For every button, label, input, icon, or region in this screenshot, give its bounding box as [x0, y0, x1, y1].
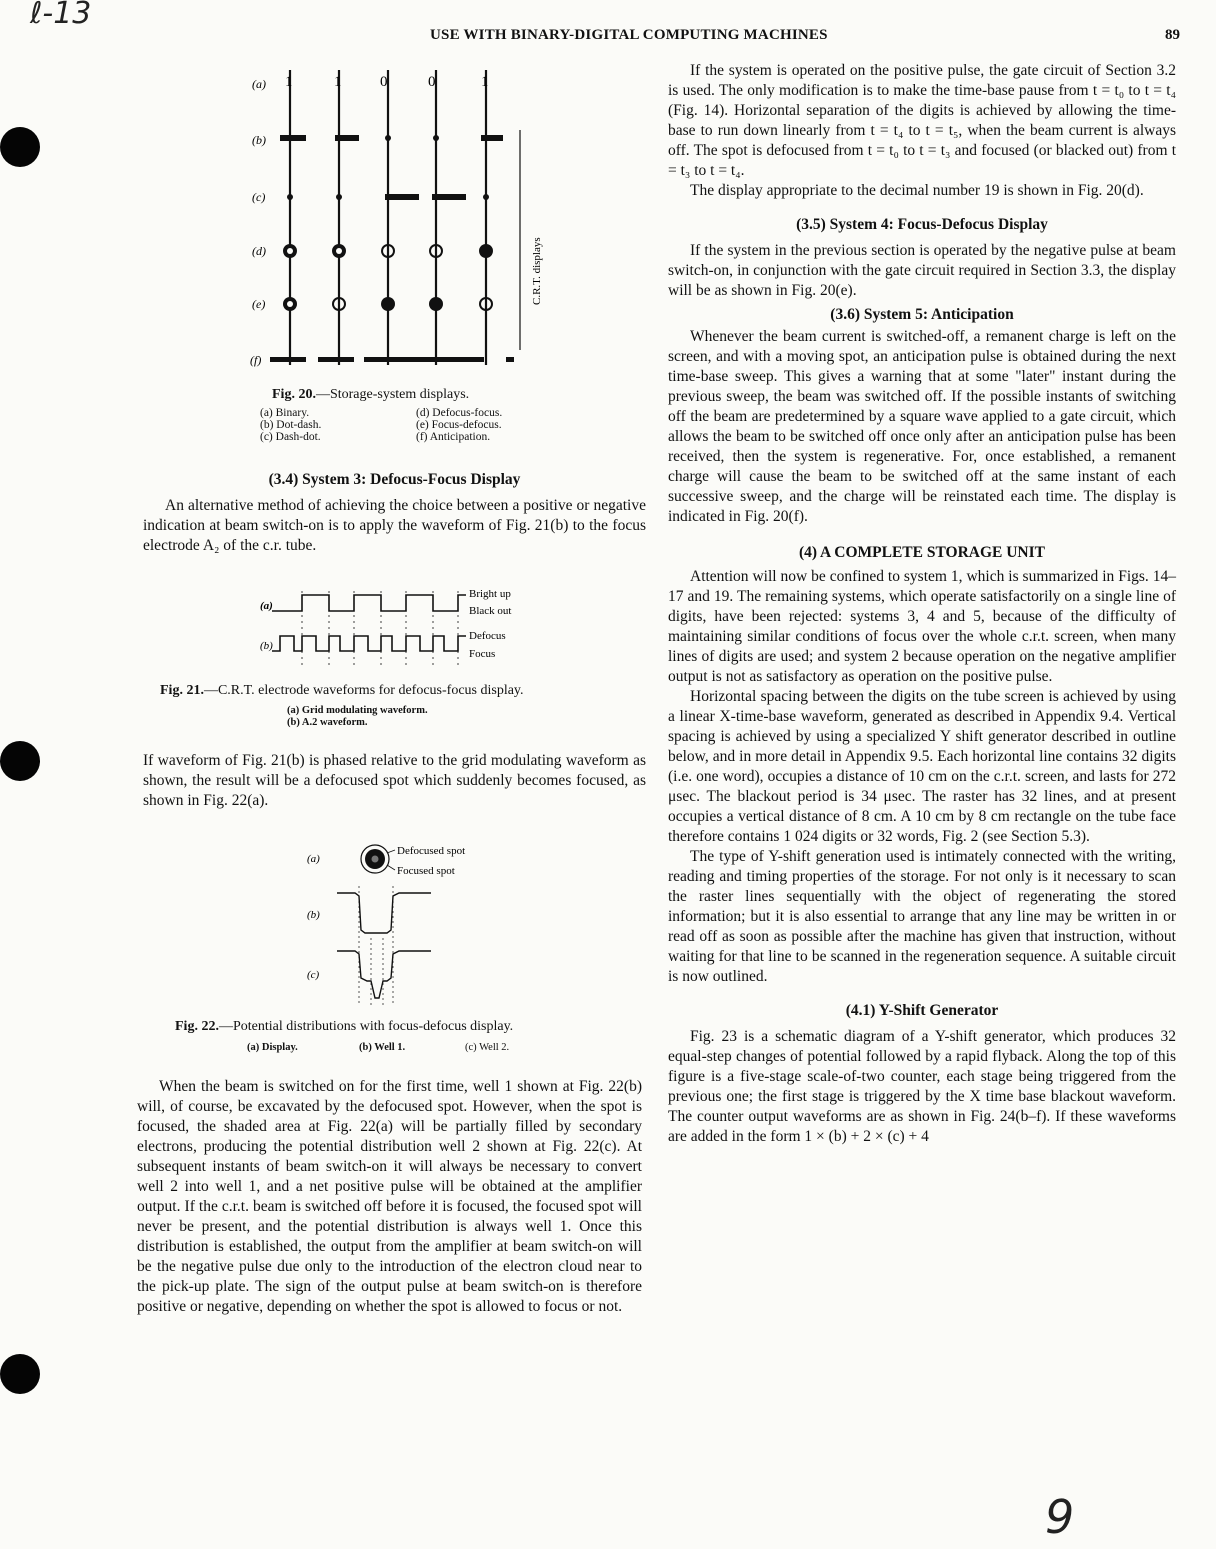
fig22-item: (a) Display. [247, 1042, 298, 1053]
section-4-1-paragraph: Fig. 23 is a schematic diagram of a Y-shift generator, which produces 32 equal-step changes of potential followed by a rapid flyback. Along the top of this figure is a five-stage scale-of-two counter, each stage being triggered from the previous one; the first stage is triggered by the X time base blackout waveform. The counter output waveforms are as shown in Fig. 24(b–f). If these waveforms are added in the form 1 × (b) + 2 × (c) + 4 [668, 1028, 1176, 1145]
fig20-label-a: (a) [252, 77, 266, 91]
fig20-label-b: (b) [252, 133, 266, 147]
fig21-caption-title: Fig. 21. [160, 683, 204, 698]
fig21-defocus: Defocus [469, 630, 506, 642]
section-3-6-paragraph: Whenever the beam current is switched-off, a remanent charge is left on the screen, and with a moving spot, an anticipation pulse is obtained during the next time-base sweep. This gives a warning that at some "later" instant during the previous sweep, the beam was switched off. If the possible instants of switching off the beam are predetermined by a square wave applied to a gate circuit, which allows the beam to be switched off once only after an anticipation pulse has been received, then the system is regenerative. For, once established, a remanent charge will cause the beam to be switched off at the same instant of each successive sweep, and the charge will be reinstated each time. The display is indicated in Fig. 20(f). [668, 328, 1176, 525]
fig22-label-c: (c) [307, 969, 320, 981]
section-3-6-heading: (3.6) System 5: Anticipation [830, 306, 1014, 323]
fig22-label-b: (b) [307, 909, 320, 921]
fig21-black-out: Black out [469, 605, 512, 617]
section-4-heading: (4) A COMPLETE STORAGE UNIT [798, 544, 1046, 561]
fig20-item: (e) Focus-defocus. [416, 419, 502, 431]
fig21-focus: Focus [469, 648, 496, 660]
fig22-item: (b) Well 1. [359, 1042, 406, 1053]
fig20-label-c: (c) [252, 190, 266, 204]
fig20-digit: 1 [334, 74, 342, 90]
fig22-focused-spot: Focused spot [397, 865, 455, 877]
figure-22-drawing [295, 838, 525, 1008]
fig20-item: (f) Anticipation. [416, 431, 491, 443]
fig20-label-e: (e) [252, 297, 266, 311]
fig20-digit: 1 [481, 74, 489, 90]
left-column-bottom [137, 1077, 642, 1317]
section-4-paragraph-1: Attention will now be confined to system 1, which is summarized in Figs. 14–17 and 19. The remaining systems, which operate satisfactorily on a single line of digits, have been rejected: systems 3, 4 and 5, because of the difficulty of maintaining similar conditions of focus over the whole c.r.t. screen, when many lines of digits are used; and system 2 because operation on the negative amplifier output is not as satisfactory as operation on the positive pulse. [668, 568, 1176, 685]
fig22-defocused-spot: Defocused spot [397, 845, 466, 857]
handwritten-page-note: 9 [1045, 1490, 1075, 1544]
page-number: 89 [1165, 27, 1180, 43]
figure-22 [295, 838, 525, 1008]
fig22-label-a: (a) [307, 853, 320, 865]
fig21-item: (b) A.2 waveform. [287, 717, 368, 728]
left-column-middle [143, 751, 646, 811]
section-3-5-heading: (3.5) System 4: Focus-Defocus Display [796, 216, 1048, 233]
section-3-5-paragraph: If the system in the previous section is operated by the negative pulse at beam switch-on, in conjunction with the gate circuit required in Section 3.3, the display will be as shown in Fig. 20(e). [668, 242, 1176, 299]
fig20-item: (a) Binary. [260, 407, 310, 419]
fig21-bright-up: Bright up [469, 588, 511, 600]
section-3-4-paragraph: An alternative method of achieving the choice between a positive or negative indication at beam switch-on is to apply the waveform of Fig. 21(b) to the focus electrode A₂ of the c.r. tube. [143, 497, 646, 554]
section-3-4-heading: (3.4) System 3: Defocus-Focus Display [268, 471, 521, 488]
fig21-caption-text: —C.R.T. electrode waveforms for defocus-focus display. [203, 683, 524, 698]
figure-20-drawing [240, 60, 560, 390]
right-column [668, 61, 1176, 1147]
fig20-digit: 1 [285, 74, 293, 90]
section-4-1-heading: (4.1) Y-Shift Generator [845, 1002, 999, 1019]
paragraph-well-distribution: When the beam is switched on for the first time, well 1 shown at Fig. 22(b) will, of course, be excavated by the defocused spot. However, when the spot is focused, the shaded area at Fig. 22(a) will be partially filled by secondary electrons, producing the potential distribution well 2 shown at Fig. 22(c). At subsequent instants of beam switch-on it will always be necessary to convert well 2 into well 1, and a net positive pulse will be obtained at the amplifier output. If the c.r.t. beam is switched off before it is focused, the focused spot will never be present, and the potential distribution is always well 1. Once this distribution is established, the output from the amplifier at beam switch-on will be the negative pulse due only to the introduction of the electron cloud near to the pick-up plate. The sign of the output pulse at beam switch-on is therefore positive or negative, depending on whether the spot is allowed to focus or not. [137, 1078, 642, 1315]
punch-hole-2 [0, 741, 40, 781]
punch-hole-1 [0, 127, 40, 167]
fig22-caption [175, 1019, 625, 1035]
fig20-item: (c) Dash-dot. [260, 431, 321, 443]
right-paragraph-2: The display appropriate to the decimal number 19 is shown in Fig. 20(d). [690, 182, 1144, 199]
fig21-caption [160, 683, 640, 699]
figure-20 [240, 60, 560, 390]
punch-hole-3 [0, 1354, 40, 1394]
figure-21 [250, 583, 550, 668]
fig20-caption [272, 387, 572, 403]
left-column-top [143, 470, 646, 556]
section-4-paragraph-2: Horizontal spacing between the digits on the tube screen is achieved by using a linear X-time-base waveform, generated as described in Appendix 9.4. Vertical spacing is achieved by using a specialized Y shift generator described in outline below, and in more detail in Appendix 9.5. Each horizontal line contains 32 digits (i.e. one word), occupies a distance of 10 cm on the c.r.t. screen, and lasts for 272 μsec. The blackout period is 34 μsec. The raster has 32 lines, and at present occupies a vertical distance of 8 cm. A 10 cm by 8 cm rectangle on the tube face therefore contains 1 024 digits or 32 words, Fig. 2 (see Section 5.3). [668, 688, 1176, 845]
corner-handwritten-note: ℓ-13 [30, 0, 92, 31]
fig20-item: (b) Dot-dash. [260, 419, 322, 431]
fig21-item: (a) Grid modulating waveform. [287, 705, 428, 716]
fig20-item: (d) Defocus-focus. [416, 407, 503, 419]
fig20-digit: 0 [380, 74, 388, 90]
fig22-caption-title: Fig. 22. [175, 1019, 219, 1034]
fig20-caption-title: Fig. 20. [272, 387, 316, 402]
fig21-label-b: (b) [260, 640, 273, 652]
section-4-paragraph-3: The type of Y-shift generation used is intimately connected with the writing, reading and timing properties of the storage. For not only is it necessary to scan the raster lines sequentially with the object of regenerating the stored information; but it is also essential to arrange that any line may be written in or read off as soon as possible after the machine has given that instruction, without waiting for that line to be scanned in the regeneration sequence. A suitable circuit is now outlined. [668, 848, 1176, 985]
figure-21-drawing [250, 583, 550, 668]
fig20-label-f: (f) [250, 353, 262, 367]
fig20-digit: 0 [428, 74, 436, 90]
paragraph-after-fig21: If waveform of Fig. 21(b) is phased relative to the grid modulating waveform as shown, the result will be a defocused spot which suddenly becomes focused, as shown in Fig. 22(a). [143, 752, 646, 809]
right-paragraph-1: If the system is operated on the positive pulse, the gate circuit of Section 3.2 is used. The only modification is to make the time-base pause from t = t₀ to t = t₄ (Fig. 14). Horizontal separation of the digits is achieved by allowing the time-base to run down linearly from t = t₄ to t = t₅, when the beam current is always off. The spot is defocused from t = t₀ to t = t₃ and focused (or blacked out) from t = t₃ to t = t₄. [668, 62, 1176, 179]
fig20-caption-text: —Storage-system displays. [315, 387, 470, 402]
fig20-label-d: (d) [252, 244, 266, 258]
fig22-caption-text: —Potential distributions with focus-defocus display. [218, 1019, 514, 1034]
fig20-side-label: C.R.T. displays [531, 237, 543, 305]
running-head: USE WITH BINARY-DIGITAL COMPUTING MACHINES [430, 27, 828, 43]
fig21-items [287, 705, 428, 729]
fig22-item: (c) Well 2. [465, 1042, 510, 1053]
fig21-label-a: (a) [260, 600, 273, 612]
